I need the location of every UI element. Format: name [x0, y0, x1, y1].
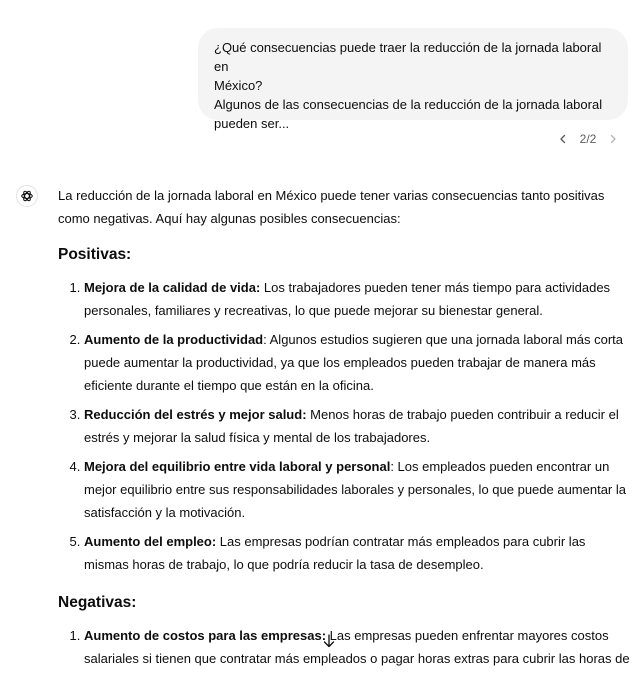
- arrow-down-icon[interactable]: [321, 633, 337, 649]
- list-item: [84, 455, 630, 524]
- list-item: [84, 624, 630, 670]
- list-item-text: : Los empleados pueden encontrar un mejor equilibrio entre sus responsabilidades laborales y personales, lo que puede aumentar la satisfacción y la motivación.: [84, 459, 626, 520]
- intro-paragraph: La reducción de la jornada laboral en México puede tener varias consecuencias tanto positivas como negativas. Aquí hay algunas posibles consecuencias:: [58, 188, 605, 226]
- user-message-line: pueden ser...: [214, 116, 290, 131]
- positive-heading: Positivas:: [58, 246, 132, 263]
- user-message-line: Algunos de las consecuencias de la reducción de la jornada laboral: [214, 97, 603, 112]
- user-message-bubble: [198, 28, 628, 131]
- response-pager: [556, 130, 620, 148]
- openai-logo-icon: [16, 185, 38, 207]
- list-item-text: Menos horas de trabajo pueden contribuir a reducir el estrés y mejorar la salud física y mental de los trabajadores.: [84, 407, 619, 445]
- list-item: [84, 328, 630, 397]
- pager-label: 2/2: [579, 132, 597, 146]
- list-item-title: Aumento de la productividad: [84, 332, 264, 347]
- chevron-left-icon[interactable]: [556, 132, 570, 146]
- list-item-text: : Algunos estudios sugieren que una jornada laboral más corta puede aumentar la productividad, ya que los empleados pueden trabajar de manera más eficiente durante el tiempo que están en la oficina.: [84, 332, 624, 393]
- list-item-title: Mejora del equilibrio entre vida laboral y personal: [84, 459, 391, 474]
- assistant-response: [58, 184, 630, 676]
- list-item: [84, 403, 630, 449]
- user-message-line: ¿Qué consecuencias puede traer la reducción de la jornada laboral en: [214, 40, 602, 74]
- list-item: [84, 530, 630, 576]
- list-item-text: Las empresas pueden enfrentar mayores costos salariales si tienen que contratar más empleados o pagar horas extras para cubrir las horas de: [84, 628, 630, 666]
- chevron-right-icon[interactable]: [606, 132, 620, 146]
- list-item-title: Aumento de costos para las empresas:: [84, 628, 327, 643]
- list-item-text: Los trabajadores pueden tener más tiempo para actividades personales, familiares y recreativas, lo que puede mejorar su bienestar general.: [84, 280, 611, 318]
- user-message-line: México?: [214, 78, 263, 93]
- list-item-title: Aumento del empleo:: [84, 534, 217, 549]
- negative-heading: Negativas:: [58, 594, 137, 611]
- list-item-title: Reducción del estrés y mejor salud:: [84, 407, 307, 422]
- list-item: [84, 276, 630, 322]
- list-item-text: Las empresas podrían contratar más empleados para cubrir las mismas horas de trabajo, lo que podría reducir la tasa de desempleo.: [84, 534, 586, 572]
- positives-list: [58, 276, 630, 576]
- list-item-title: Mejora de la calidad de vida:: [84, 280, 261, 295]
- negatives-list: [58, 624, 630, 670]
